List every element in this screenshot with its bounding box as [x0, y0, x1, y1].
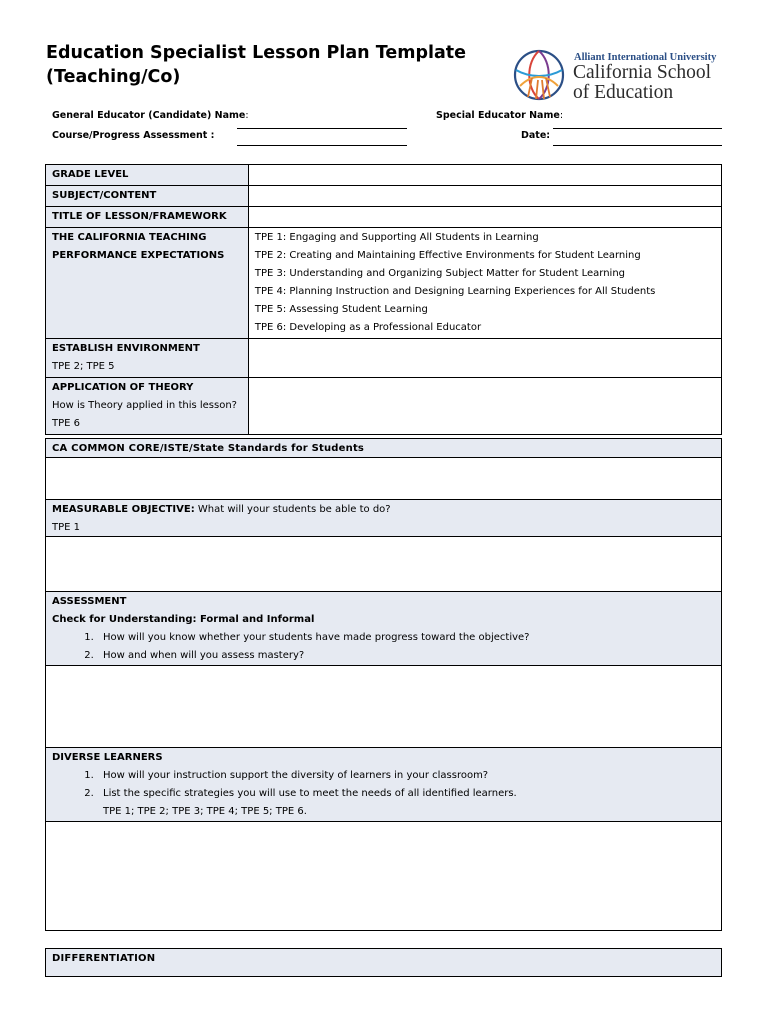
list-item: TPE 6: Developing as a Professional Educator — [254, 322, 482, 333]
list-item: TPE 2: Creating and Maintaining Effective Environments for Student Learning — [254, 250, 641, 261]
list-item: TPE 5: Assessing Student Learning — [254, 304, 428, 315]
list-item: 1. How will your instruction support the diversity of learners in your classroom? — [97, 767, 715, 785]
tpe-label-line-1: THE CALIFORNIA TEACHING — [52, 232, 207, 243]
course-input-line[interactable] — [237, 145, 407, 146]
diverse-learners-tpes: TPE 1; TPE 2; TPE 3; TPE 4; TPE 5; TPE 6. — [103, 806, 307, 817]
logo-school-line-1: California School — [573, 62, 712, 83]
table-row — [46, 378, 722, 435]
establish-environment-field[interactable] — [248, 339, 721, 378]
table-row — [46, 165, 722, 186]
table-row — [46, 207, 722, 228]
theory-tpe: TPE 6 — [52, 418, 80, 429]
establish-environment-label — [46, 339, 249, 378]
table-row — [46, 228, 722, 339]
objective-label: MEASURABLE OBJECTIVE: — [52, 504, 195, 515]
objective-field[interactable] — [45, 536, 722, 592]
tpe-label — [46, 228, 249, 339]
special-educator-label: Special Educator Name: — [436, 110, 564, 121]
grade-level-field[interactable] — [248, 165, 721, 186]
course-input-line-top[interactable] — [237, 128, 407, 129]
special-educator-input-line[interactable] — [553, 128, 722, 129]
table-row — [46, 339, 722, 378]
diverse-item-text: 2. List the specific strategies you will use to meet the needs of all identified learners. — [103, 788, 517, 799]
school-logo — [512, 48, 724, 106]
assessment-header-text — [46, 592, 721, 666]
table-row — [46, 186, 722, 207]
differentiation-header-text: DIFFERENTIATION — [52, 953, 156, 964]
assessment-header — [45, 591, 722, 666]
logo-school-name — [573, 63, 711, 103]
logo-emblem-icon — [512, 48, 566, 102]
course-label: Course/Progress Assessment : — [52, 130, 215, 141]
lesson-title-field[interactable] — [248, 207, 721, 228]
list-item: TPE 4: Planning Instruction and Designing Learning Experiences for All Students — [254, 286, 656, 297]
objective-question: What will your students be able to do? — [197, 504, 391, 515]
date-input-line[interactable] — [553, 145, 722, 146]
assessment-subtitle: Check for Understanding: Formal and Informal — [52, 614, 315, 625]
list-item: 2. How and when will you assess mastery? — [97, 647, 715, 665]
list-item: 1. How will you know whether your students have made progress toward the objective? — [97, 629, 715, 647]
diverse-learners-header-text — [46, 748, 721, 822]
theory-field[interactable] — [248, 378, 721, 435]
subject-field[interactable] — [248, 186, 721, 207]
logo-university-name: Alliant International University — [574, 52, 717, 63]
standards-header-text: CA COMMON CORE/ISTE/State Standards for Students — [52, 443, 365, 454]
diverse-learners-questions — [52, 767, 715, 821]
title-line-2: (Teaching/Co) — [46, 67, 181, 87]
grade-level-label: GRADE LEVEL — [46, 165, 249, 186]
objective-header — [45, 499, 722, 537]
tpe-list — [248, 228, 721, 339]
assessment-label: ASSESSMENT — [52, 596, 127, 607]
logo-school-line-2: of Education — [573, 82, 674, 103]
general-educator-label: General Educator (Candidate) Name: — [52, 110, 249, 121]
title-line-1: Education Specialist Lesson Plan Template — [46, 43, 467, 63]
standards-header — [45, 438, 722, 458]
theory-label — [46, 378, 249, 435]
theory-question: How is Theory applied in this lesson? — [52, 400, 237, 411]
diverse-learners-field[interactable] — [45, 821, 722, 931]
establish-environment-tpe: TPE 2; TPE 5 — [52, 361, 115, 372]
theory-title: APPLICATION OF THEORY — [52, 382, 194, 393]
objective-tpe: TPE 1 — [52, 522, 80, 533]
lesson-info-table — [45, 164, 722, 435]
list-item: TPE 1: Engaging and Supporting All Students in Learning — [254, 232, 539, 243]
tpe-label-line-2: PERFORMANCE EXPECTATIONS — [52, 250, 225, 261]
assessment-field[interactable] — [45, 665, 722, 748]
diverse-learners-label: DIVERSE LEARNERS — [52, 752, 163, 763]
differentiation-header — [45, 948, 722, 977]
assessment-questions — [52, 629, 715, 665]
objective-header-text — [46, 500, 721, 538]
list-item — [97, 785, 715, 821]
date-label: Date: — [521, 130, 551, 141]
diverse-learners-header — [45, 747, 722, 822]
subject-label: SUBJECT/CONTENT — [46, 186, 249, 207]
lesson-title-label: TITLE OF LESSON/FRAMEWORK — [46, 207, 249, 228]
establish-environment-title: ESTABLISH ENVIRONMENT — [52, 343, 200, 354]
standards-field[interactable] — [45, 457, 722, 500]
document-title — [46, 41, 466, 89]
list-item: TPE 3: Understanding and Organizing Subject Matter for Student Learning — [254, 268, 626, 279]
